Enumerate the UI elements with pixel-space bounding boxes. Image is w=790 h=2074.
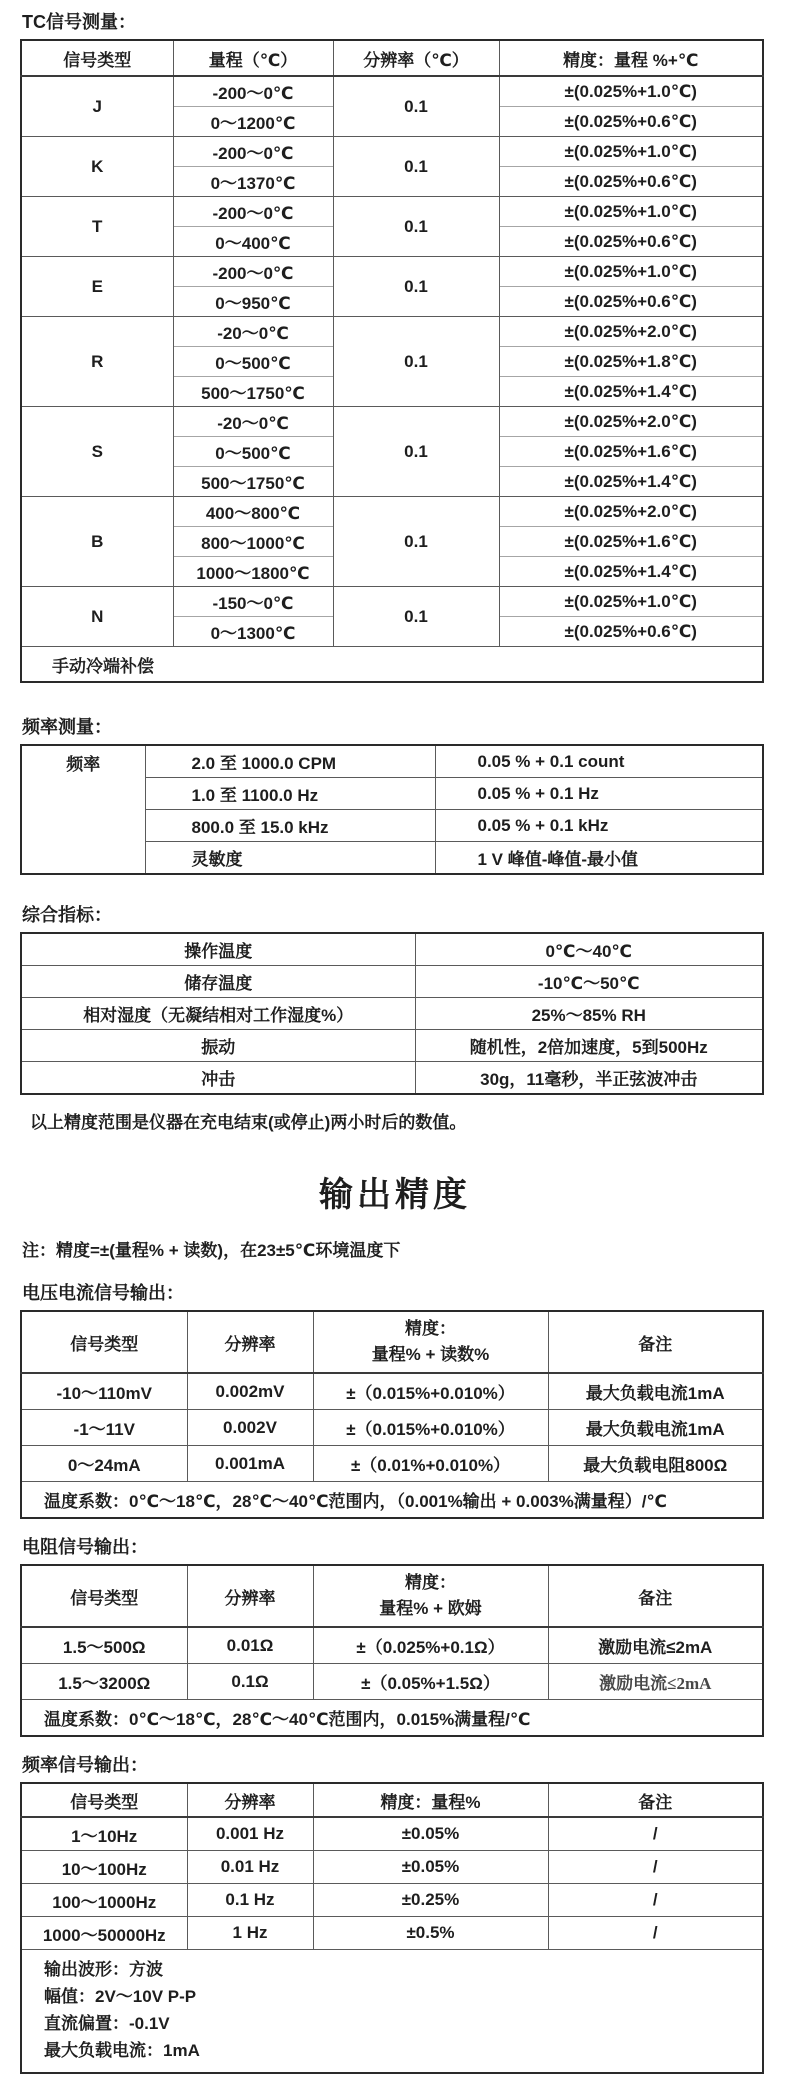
tc-section-title: TC信号测量： <box>22 12 136 32</box>
tc-accuracy-cell: ±(0.025%+0.6℃) <box>499 227 763 257</box>
accuracy-header-line2: 量程% + 欧姆 <box>379 1599 482 1618</box>
signal-type-cell: -1～11V <box>21 1410 187 1446</box>
freq-range-cell: 灵敏度 <box>145 842 435 875</box>
signal-type-cell: 1.5～3200Ω <box>21 1664 187 1700</box>
freq-output-title: 频率信号输出： <box>22 1755 148 1775</box>
tc-accuracy-cell: ±(0.025%+0.6℃) <box>499 167 763 197</box>
freq-range-cell: 800.0 至 15.0 kHz <box>145 810 435 842</box>
table-row <box>21 1410 763 1446</box>
col-header-resolution: 分辨率（℃） <box>333 40 499 76</box>
col-header-accuracy <box>313 1565 548 1627</box>
res-table-body <box>21 1627 763 1736</box>
tc-range-cell: 500～1750℃ <box>173 467 333 497</box>
tc-range-cell: 1000～1800℃ <box>173 557 333 587</box>
vi-table-header <box>21 1311 763 1373</box>
tc-resolution-cell: 0.1 <box>333 407 499 497</box>
resolution-cell: 0.002mV <box>187 1373 313 1410</box>
col-header-accuracy <box>313 1311 548 1373</box>
tc-type-cell: K <box>21 137 173 197</box>
table-row <box>21 1851 763 1884</box>
tc-accuracy-cell: ±(0.025%+1.4℃) <box>499 377 763 407</box>
col-header-remark: 备注 <box>548 1565 763 1627</box>
accuracy-header-line1: 精度： <box>405 1573 456 1592</box>
freq-accuracy-cell: 0.05 % + 0.1 kHz <box>435 810 763 842</box>
tc-accuracy-cell: ±(0.025%+1.0℃) <box>499 587 763 617</box>
tc-resolution-cell: 0.1 <box>333 317 499 407</box>
accuracy-cell: ±0.5% <box>313 1917 548 1950</box>
tc-resolution-cell: 0.1 <box>333 257 499 317</box>
tc-accuracy-cell: ±(0.025%+1.0℃) <box>499 76 763 107</box>
freq-label-cell: 频率 <box>21 745 145 874</box>
accuracy-cell: ±（0.05%+1.5Ω） <box>313 1664 548 1700</box>
accuracy-cell: ±（0.015%+0.010%） <box>313 1373 548 1410</box>
remark-cell: 最大负载电流1mA <box>548 1410 763 1446</box>
freq-out-table-body <box>21 1817 763 2073</box>
res-output-table <box>20 1564 764 1737</box>
footer-line: 最大负载电流：1mA <box>44 2041 200 2060</box>
table-row <box>21 1062 763 1095</box>
footer-line: 输出波形：方波 <box>44 1960 163 1979</box>
tc-accuracy-cell: ±(0.025%+1.0℃) <box>499 137 763 167</box>
tc-range-cell: 0～500℃ <box>173 437 333 467</box>
tc-type-cell: N <box>21 587 173 647</box>
table-row <box>21 317 763 347</box>
table-row <box>21 1884 763 1917</box>
signal-type-cell: 1000～50000Hz <box>21 1917 187 1950</box>
header-row <box>21 40 763 76</box>
spec-value-cell: 随机性，2倍加速度，5到500Hz <box>415 1030 763 1062</box>
spec-value-cell: -10℃～50℃ <box>415 966 763 998</box>
general-specs-body <box>21 933 763 1094</box>
col-header-range: 量程（℃） <box>173 40 333 76</box>
col-header-remark: 备注 <box>548 1783 763 1817</box>
tc-type-cell: E <box>21 257 173 317</box>
res-table-header <box>21 1565 763 1627</box>
tc-table-header <box>21 40 763 76</box>
header-row <box>21 1565 763 1627</box>
tc-resolution-cell: 0.1 <box>333 587 499 647</box>
table-footer-cell: 温度系数：0℃～18℃，28℃～40℃范围内，（0.001%输出 + 0.003%满量程）/℃ <box>21 1482 763 1519</box>
table-row <box>21 966 763 998</box>
freq-range-cell: 2.0 至 1000.0 CPM <box>145 745 435 778</box>
resolution-cell: 0.1Ω <box>187 1664 313 1700</box>
accuracy-note: 以上精度范围是仪器在充电结束(或停止)两小时后的数值。 <box>30 1113 467 1132</box>
spec-document-page <box>0 8 790 2060</box>
tc-measure-table <box>20 39 764 683</box>
table-row <box>21 745 763 778</box>
tc-range-cell: 800～1000℃ <box>173 527 333 557</box>
table-footer-row <box>21 1700 763 1737</box>
spec-value-cell: 30g，11毫秒，半正弦波冲击 <box>415 1062 763 1095</box>
tc-accuracy-cell: ±(0.025%+0.6℃) <box>499 107 763 137</box>
resolution-cell: 0.01 Hz <box>187 1851 313 1884</box>
tc-range-cell: 0～1300℃ <box>173 617 333 647</box>
resolution-cell: 0.002V <box>187 1410 313 1446</box>
general-specs-title: 综合指标： <box>22 905 112 925</box>
tc-accuracy-cell: ±(0.025%+1.0℃) <box>499 197 763 227</box>
tc-range-cell: -150～0℃ <box>173 587 333 617</box>
tc-type-cell: S <box>21 407 173 497</box>
signal-type-cell: 1.5～500Ω <box>21 1627 187 1664</box>
table-footer-cell <box>21 1950 763 2074</box>
table-row <box>21 1030 763 1062</box>
table-row <box>21 257 763 287</box>
table-row <box>21 137 763 167</box>
col-header-accuracy: 精度：量程 %+℃ <box>499 40 763 76</box>
vi-output-title: 电压电流信号输出： <box>22 1283 184 1303</box>
tc-resolution-cell: 0.1 <box>333 497 499 587</box>
freq-accuracy-cell: 0.05 % + 0.1 Hz <box>435 778 763 810</box>
remark-cell: / <box>548 1917 763 1950</box>
footer-line: 幅值：2V～10V P-P <box>44 1987 197 2006</box>
resolution-cell: 0.1 Hz <box>187 1884 313 1917</box>
tc-resolution-cell: 0.1 <box>333 137 499 197</box>
resolution-cell: 0.001mA <box>187 1446 313 1482</box>
tc-accuracy-cell: ±(0.025%+0.6℃) <box>499 287 763 317</box>
table-row <box>21 1627 763 1664</box>
res-output-title: 电阻信号输出： <box>22 1537 148 1557</box>
tc-accuracy-cell: ±(0.025%+2.0℃) <box>499 407 763 437</box>
remark-cell: 激励电流≤2mA <box>548 1664 763 1700</box>
freq-output-table <box>20 1782 764 2074</box>
spec-name-cell: 冲击 <box>21 1062 415 1095</box>
table-footer-row <box>21 1950 763 2074</box>
header-row <box>21 1311 763 1373</box>
col-header-resolution: 分辨率 <box>187 1565 313 1627</box>
remark-cell: / <box>548 1884 763 1917</box>
tc-accuracy-cell: ±(0.025%+1.6℃) <box>499 437 763 467</box>
spec-value-cell: 25%～85% RH <box>415 998 763 1030</box>
tc-accuracy-cell: ±(0.025%+0.6℃) <box>499 617 763 647</box>
tc-range-cell: 0～1370℃ <box>173 167 333 197</box>
accuracy-cell: ±0.05% <box>313 1851 548 1884</box>
table-row <box>21 497 763 527</box>
col-header-resolution: 分辨率 <box>187 1311 313 1373</box>
resolution-cell: 1 Hz <box>187 1917 313 1950</box>
freq-range-cell: 1.0 至 1100.0 Hz <box>145 778 435 810</box>
col-header-signal-type: 信号类型 <box>21 1565 187 1627</box>
spec-name-cell: 储存温度 <box>21 966 415 998</box>
table-row <box>21 407 763 437</box>
col-header-remark: 备注 <box>548 1311 763 1373</box>
spec-name-cell: 相对湿度（无凝结相对工作湿度%） <box>21 998 415 1030</box>
table-row <box>21 587 763 617</box>
tc-range-cell: 400～800℃ <box>173 497 333 527</box>
tc-type-cell: B <box>21 497 173 587</box>
table-row <box>21 76 763 107</box>
tc-resolution-cell: 0.1 <box>333 76 499 137</box>
accuracy-cell: ±（0.025%+0.1Ω） <box>313 1627 548 1664</box>
remark-cell: 激励电流≤2mA <box>548 1627 763 1664</box>
table-row <box>21 933 763 966</box>
col-header-signal-type: 信号类型 <box>21 40 173 76</box>
spec-value-cell: 0℃～40℃ <box>415 933 763 966</box>
table-row <box>21 1917 763 1950</box>
tc-accuracy-cell: ±(0.025%+1.6℃) <box>499 527 763 557</box>
accuracy-header-line2: 量程% + 读数% <box>371 1345 490 1364</box>
tc-accuracy-cell: ±(0.025%+1.0℃) <box>499 257 763 287</box>
tc-range-cell: 0～950℃ <box>173 287 333 317</box>
tc-range-cell: -20～0℃ <box>173 317 333 347</box>
resolution-cell: 0.001 Hz <box>187 1817 313 1851</box>
freq-measure-table <box>20 744 764 875</box>
spec-name-cell: 操作温度 <box>21 933 415 966</box>
tc-range-cell: -200～0℃ <box>173 137 333 167</box>
col-header-signal-type: 信号类型 <box>21 1783 187 1817</box>
remark-cell: / <box>548 1851 763 1884</box>
accuracy-cell: ±0.05% <box>313 1817 548 1851</box>
signal-type-cell: 1～10Hz <box>21 1817 187 1851</box>
tc-type-cell: T <box>21 197 173 257</box>
signal-type-cell: 100～1000Hz <box>21 1884 187 1917</box>
table-row <box>21 1446 763 1482</box>
vi-table-body <box>21 1373 763 1518</box>
general-specs-table <box>20 932 764 1095</box>
tc-range-cell: -200～0℃ <box>173 257 333 287</box>
tc-range-cell: 0～1200℃ <box>173 107 333 137</box>
accuracy-cell: ±（0.01%+0.010%） <box>313 1446 548 1482</box>
tc-range-cell: 0～400℃ <box>173 227 333 257</box>
signal-type-cell: -10～110mV <box>21 1373 187 1410</box>
spec-name-cell: 振动 <box>21 1030 415 1062</box>
tc-accuracy-cell: ±(0.025%+2.0℃) <box>499 497 763 527</box>
col-header-accuracy: 精度：量程% <box>313 1783 548 1817</box>
tc-range-cell: -20～0℃ <box>173 407 333 437</box>
tc-accuracy-cell: ±(0.025%+1.4℃) <box>499 557 763 587</box>
freq-measure-body <box>21 745 763 874</box>
signal-type-cell: 10～100Hz <box>21 1851 187 1884</box>
output-accuracy-title: 输出精度 <box>319 1176 471 1214</box>
signal-type-cell: 0～24mA <box>21 1446 187 1482</box>
freq-accuracy-cell: 1 V 峰值-峰值-最小值 <box>435 842 763 875</box>
freq-out-table-header <box>21 1783 763 1817</box>
remark-cell: 最大负载电阻800Ω <box>548 1446 763 1482</box>
accuracy-cell: ±0.25% <box>313 1884 548 1917</box>
table-row <box>21 1373 763 1410</box>
freq-measure-title: 频率测量： <box>22 717 112 737</box>
tc-type-cell: R <box>21 317 173 407</box>
tc-resolution-cell: 0.1 <box>333 197 499 257</box>
table-row <box>21 1664 763 1700</box>
tc-accuracy-cell: ±(0.025%+1.8℃) <box>499 347 763 377</box>
output-accuracy-note: 注：精度=±(量程% + 读数)，在23±5℃环境温度下 <box>22 1241 401 1260</box>
tc-range-cell: 500～1750℃ <box>173 377 333 407</box>
vi-output-table <box>20 1310 764 1519</box>
tc-footer-cell: 手动冷端补偿 <box>21 647 763 683</box>
accuracy-header-line1: 精度： <box>405 1319 456 1338</box>
tc-table-body <box>21 76 763 682</box>
header-row <box>21 1783 763 1817</box>
tc-range-cell: -200～0℃ <box>173 76 333 107</box>
table-row <box>21 197 763 227</box>
freq-accuracy-cell: 0.05 % + 0.1 count <box>435 745 763 778</box>
resolution-cell: 0.01Ω <box>187 1627 313 1664</box>
table-row <box>21 1817 763 1851</box>
accuracy-cell: ±（0.015%+0.010%） <box>313 1410 548 1446</box>
tc-range-cell: -200～0℃ <box>173 197 333 227</box>
tc-footer-row <box>21 647 763 683</box>
table-footer-cell: 温度系数：0℃～18℃，28℃～40℃范围内，0.015%满量程/℃ <box>21 1700 763 1737</box>
footer-line: 直流偏置：-0.1V <box>44 2014 170 2033</box>
remark-cell: / <box>548 1817 763 1851</box>
col-header-signal-type: 信号类型 <box>21 1311 187 1373</box>
tc-accuracy-cell: ±(0.025%+1.4℃) <box>499 467 763 497</box>
col-header-resolution: 分辨率 <box>187 1783 313 1817</box>
tc-accuracy-cell: ±(0.025%+2.0℃) <box>499 317 763 347</box>
table-row <box>21 998 763 1030</box>
remark-cell: 最大负载电流1mA <box>548 1373 763 1410</box>
table-footer-row <box>21 1482 763 1519</box>
tc-type-cell: J <box>21 76 173 137</box>
tc-range-cell: 0～500℃ <box>173 347 333 377</box>
